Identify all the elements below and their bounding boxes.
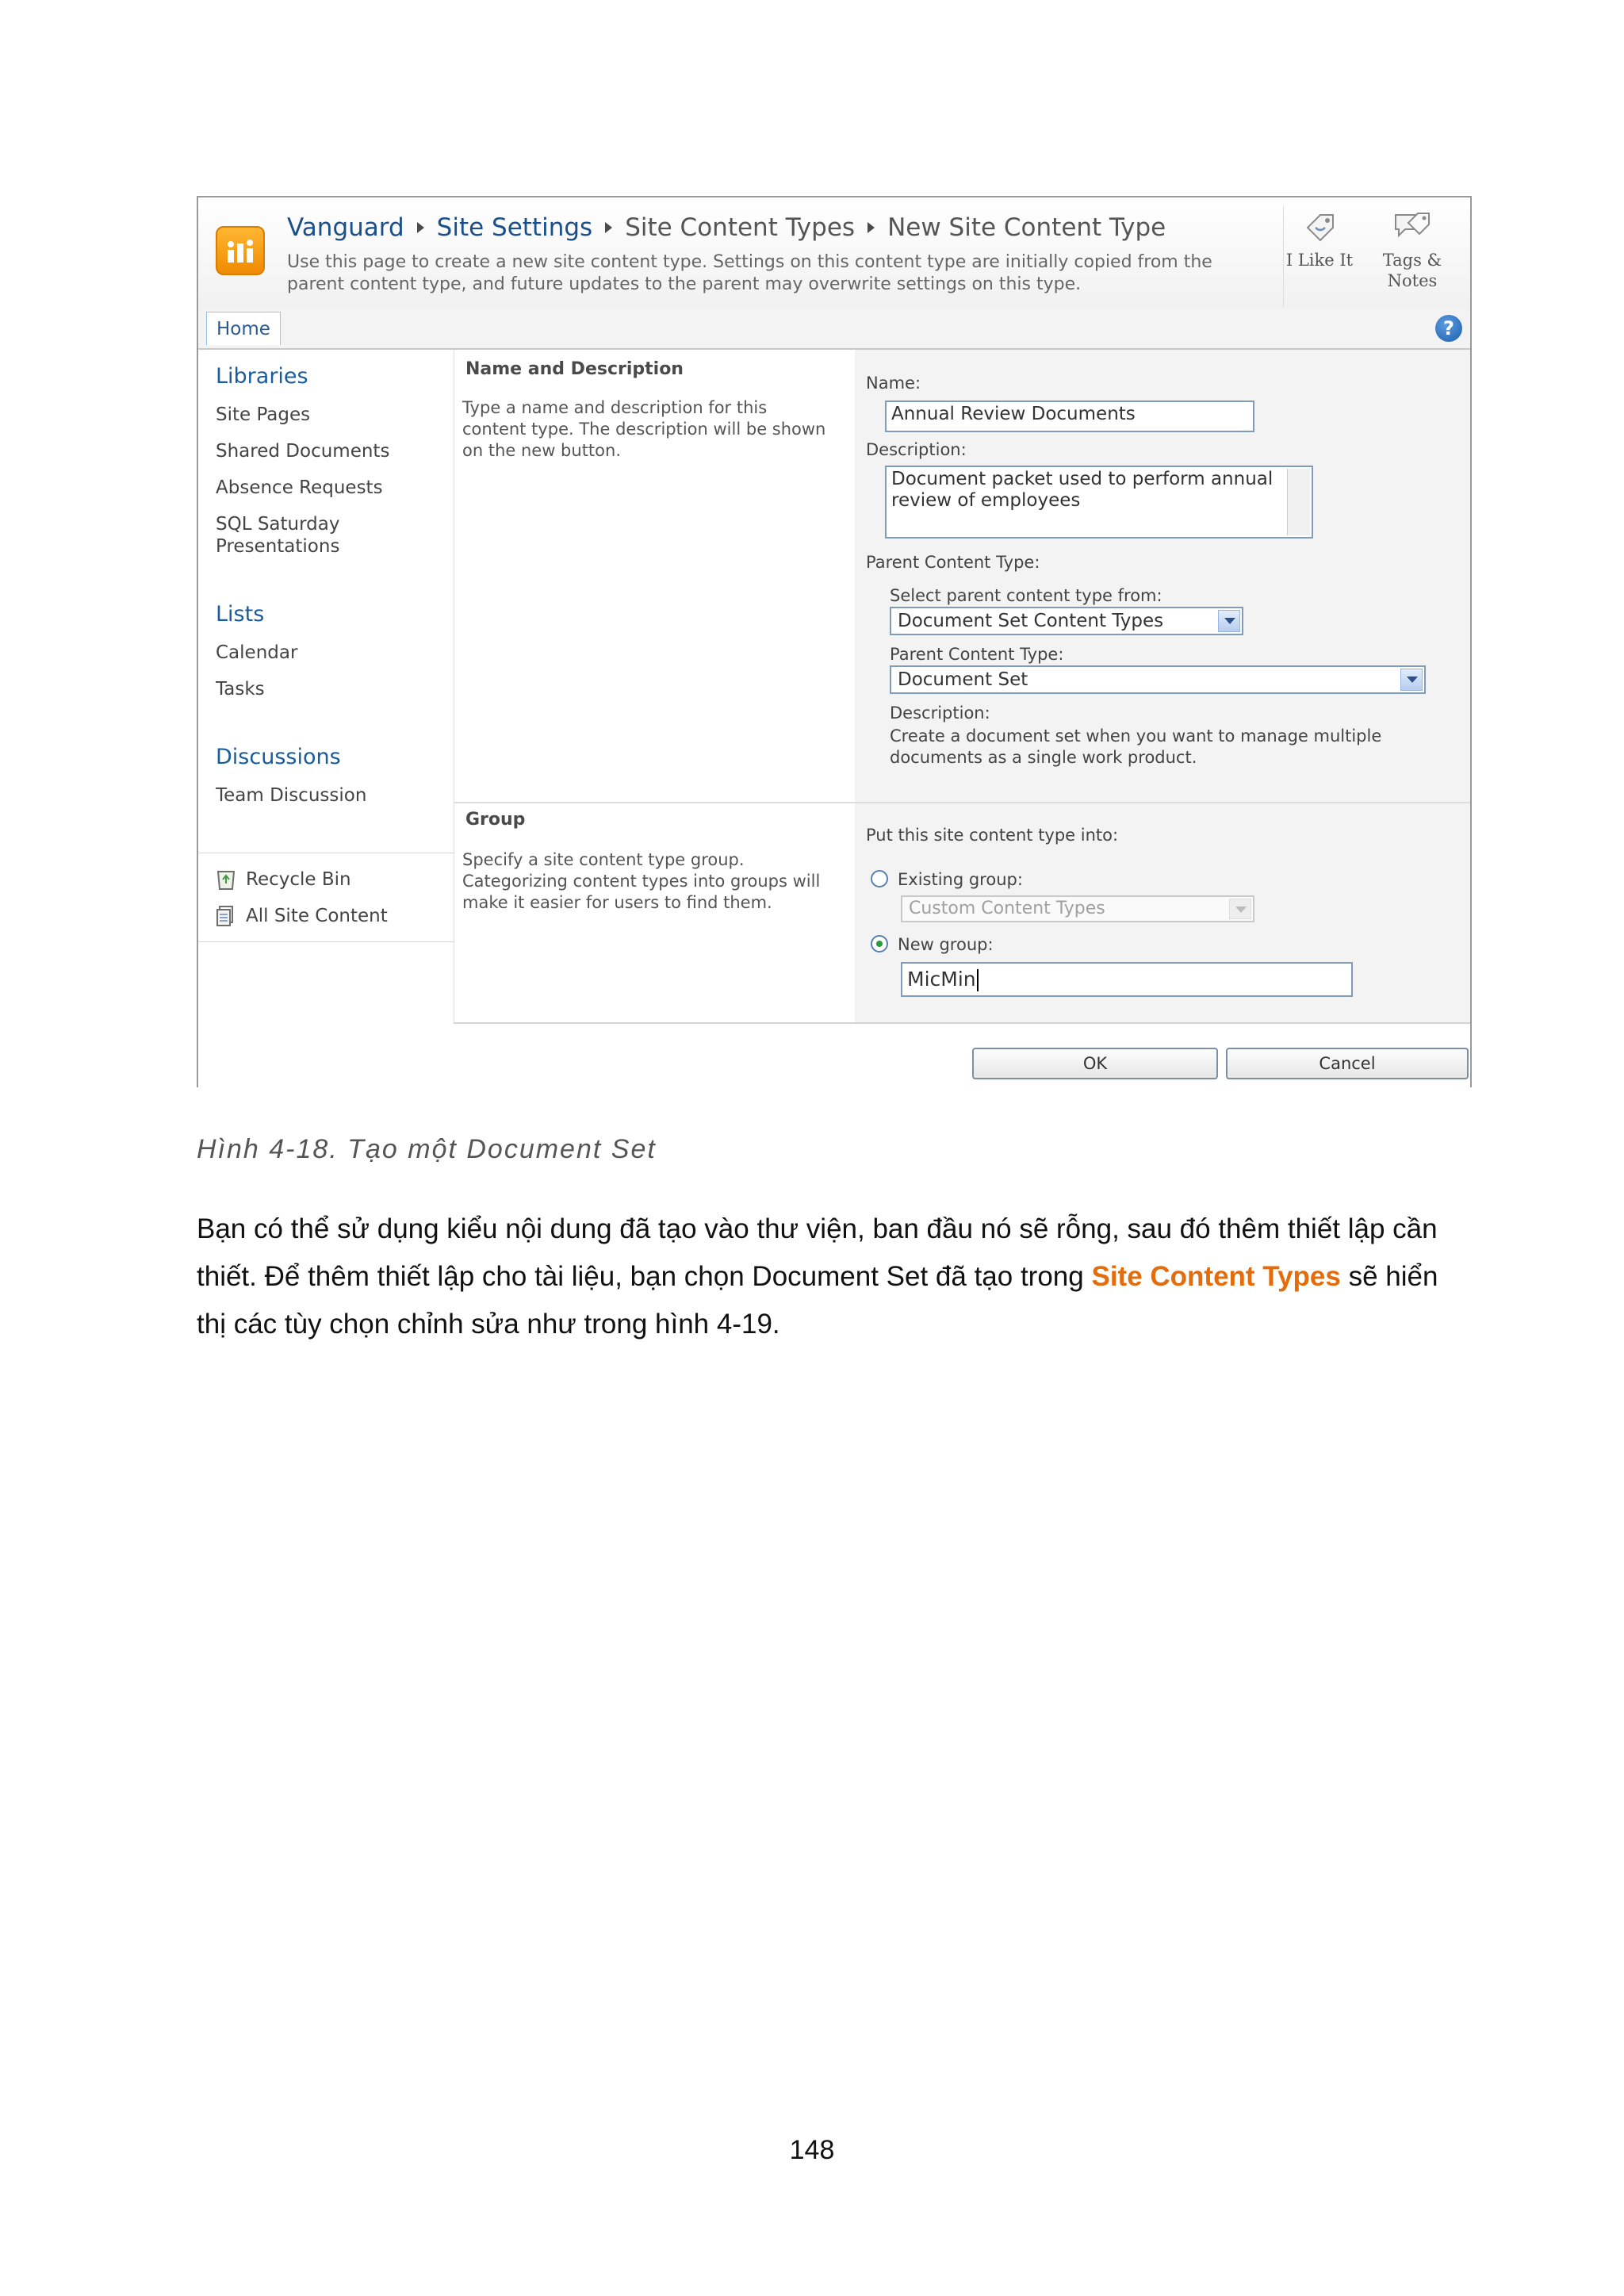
quick-launch-item[interactable]: Absence Requests <box>216 477 383 498</box>
name-input[interactable]: Annual Review Documents <box>885 401 1254 432</box>
existing-group-label: Existing group: <box>898 870 1023 889</box>
breadcrumb <box>287 213 1166 242</box>
tags-label-line-1: Tags & <box>1382 251 1442 270</box>
quick-launch-item[interactable]: SQL Saturday Presentations <box>216 514 340 557</box>
select-from-dropdown[interactable] <box>890 607 1243 635</box>
quick-launch-item[interactable]: Tasks <box>216 679 265 700</box>
page-header <box>198 197 1470 308</box>
group-help: Specify a site content type group. Categorizing content types into groups will make it easier for users to find them. <box>462 850 821 912</box>
new-group-input[interactable] <box>901 962 1353 997</box>
existing-group-radio[interactable] <box>871 870 888 887</box>
name-description-section-info <box>454 350 855 802</box>
paragraph-text-2: sẽ hiển thị các tùy chọn chỉnh sửa như trong hình 4-19. <box>197 1261 1438 1340</box>
tab-home[interactable]: Home <box>206 312 281 345</box>
recycle-bin-link[interactable] <box>216 868 351 891</box>
description-textarea[interactable] <box>885 466 1313 539</box>
quick-launch-libraries[interactable]: Libraries <box>216 364 308 389</box>
all-site-content-link[interactable] <box>216 905 388 927</box>
chevron-down-icon <box>1400 669 1423 691</box>
breadcrumb-arrow-icon <box>605 222 612 233</box>
description-label: Description: <box>866 440 967 459</box>
site-icon <box>216 226 265 275</box>
parent-description-text: Create a document set when you want to manage multiple documents as a single work product. <box>890 726 1382 767</box>
paragraph-highlight: Site Content Types <box>1091 1261 1341 1292</box>
all-site-content-icon <box>216 905 236 927</box>
quick-launch-item[interactable]: Shared Documents <box>216 441 390 462</box>
quick-launch <box>198 350 454 945</box>
parent-type-label: Parent Content Type: <box>890 645 1064 664</box>
group-section-fields <box>855 803 1470 1022</box>
chevron-down-icon <box>1229 899 1251 919</box>
new-group-value: MicMin <box>907 968 976 991</box>
figure-caption: Hình 4-18. Tạo một Document Set <box>197 1134 657 1164</box>
quick-launch-item[interactable]: Site Pages <box>216 404 311 425</box>
parent-type-value: Document Set <box>898 669 1028 690</box>
new-group-label: New group: <box>898 935 994 954</box>
parent-content-type-label: Parent Content Type: <box>866 553 1040 572</box>
put-into-label: Put this site content type into: <box>866 826 1119 845</box>
name-description-section-fields <box>855 350 1470 802</box>
like-label: I Like It <box>1285 251 1354 270</box>
name-label: Name: <box>866 374 921 393</box>
tags-notes-button[interactable] <box>1369 205 1456 291</box>
breadcrumb-arrow-icon <box>868 222 875 233</box>
breadcrumb-arrow-icon <box>417 222 424 233</box>
quick-launch-item[interactable]: Team Discussion <box>216 785 367 806</box>
group-title: Group <box>465 810 526 830</box>
page-description: Use this page to create a new site content type. Settings on this content type are initially copied from the parent content type, and future updates to the parent may overwrite settings on this type. <box>287 252 1212 294</box>
quick-launch-lists[interactable]: Lists <box>216 602 265 627</box>
help-icon[interactable]: ? <box>1435 315 1462 342</box>
breadcrumb-current-page: New Site Content Type <box>887 213 1166 242</box>
breadcrumb-site-content-types[interactable]: Site Content Types <box>625 213 856 242</box>
paragraph-text-1: Bạn có thể sử dụng kiểu nội dung đã tạo vào thư viện, ban đầu nó sẽ rỗng, sau đó thêm thiết lập cần thiết. Để thêm thiết lập cho tài liệu, bạn chọn Document Set đã tạo trong <box>197 1213 1438 1292</box>
name-description-title: Name and Description <box>465 359 684 379</box>
body-paragraph <box>197 1205 1450 1348</box>
ok-button[interactable]: OK <box>972 1048 1218 1079</box>
existing-group-dropdown[interactable] <box>901 895 1254 922</box>
breadcrumb-site-settings[interactable]: Site Settings <box>436 213 593 242</box>
form-bottom-divider <box>454 1022 1470 1024</box>
description-scrollbar[interactable] <box>1287 469 1310 535</box>
chevron-down-icon <box>1218 610 1240 632</box>
sharepoint-screenshot <box>197 196 1472 1087</box>
recycle-bin-label: Recycle Bin <box>246 869 351 890</box>
quick-launch-bottom-border <box>198 941 454 942</box>
like-tag-icon <box>1301 210 1338 247</box>
parent-description-label: Description: <box>890 703 990 723</box>
top-navigation <box>198 307 1470 350</box>
text-cursor <box>977 969 979 991</box>
select-from-label: Select parent content type from: <box>890 586 1162 605</box>
description-text: Document packet used to perform annual review of employees <box>891 469 1274 511</box>
parent-type-dropdown[interactable] <box>890 665 1426 694</box>
tags-label-line-2: Notes <box>1387 271 1438 290</box>
i-like-it-button[interactable] <box>1283 205 1355 307</box>
tags-notes-icon <box>1392 210 1432 247</box>
name-description-help: Type a name and description for this content type. The description will be shown on the new button. <box>462 398 826 460</box>
group-section-info <box>454 803 855 1022</box>
new-group-radio[interactable] <box>871 935 888 953</box>
cancel-button[interactable]: Cancel <box>1226 1048 1469 1079</box>
recycle-bin-icon <box>216 868 236 891</box>
quick-launch-discussions[interactable]: Discussions <box>216 745 341 769</box>
quick-launch-item[interactable]: Calendar <box>216 642 298 663</box>
select-from-value: Document Set Content Types <box>898 611 1164 631</box>
new-content-type-form <box>454 350 1470 1027</box>
all-site-content-label: All Site Content <box>246 906 388 926</box>
existing-group-value: Custom Content Types <box>909 899 1105 918</box>
page-number: 148 <box>789 2135 835 2165</box>
breadcrumb-vanguard[interactable]: Vanguard <box>287 213 404 242</box>
